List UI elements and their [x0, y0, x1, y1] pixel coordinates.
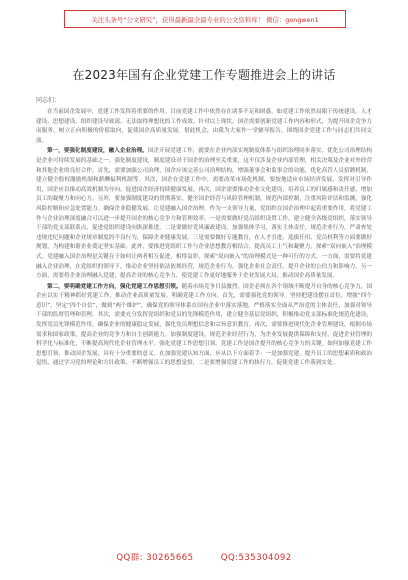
contact-footer — [0, 551, 408, 563]
paragraph-text: 随着市场竞争日益激烈，国企必须在各个领域不断提升自身的核心竞争力，国企应以实干精神抓好党建工作，推动企业高质量发展。明确党建工作方向。首先，需要强化党的领导。坚持把建设摆在首位，增强“四个意识”，坚定“四个自信”，做到“两个维护”，确保党的领导体系在国有企业中落实落地，严格落实全面从严治党的主体责任，加强对领导干部的监督管理和管理。其次，需要充分发挥党组织和党员的先锋模范作用，建立健全基层党组织，积极推动党支部标准化规范化建设，发挥党员先锋模范作用，确保企业的健康稳定发展，强化党员理想信念和宗旨意识教育。再次，需要推进现代化企业管理建设，根据市场需求和国家政策，提高企业的竞争力和自主创新能力。加强制度建设，规范企业经营行为，为企业发展提供保障和支持，促进企业管理的科学化与标准化，不断提高现代化企业管理水平。强化党建工作思想引领。党建工作是国企提升的核心竞争力的关键。如何加强党建工作思想引领，推动国企发展，具有十分重要的意义。在加强党建认知方面，应从以下方面着手：一是加强党建，提升员工的思想素质和政治觉悟，通过学习党的理论和方针政策，不断增强员工的思想觉悟，二是要增强党建工作的执行力，促使党建工作落到实处。 — [36, 283, 372, 367]
paragraph-text: 在当前国企发展中，党建工作发挥着重要的作用。目前党建工作中依然存在诸多不足和困惑，如党建工作依然局限于传统建设，人才建设、思想建设、组织建设导致部、无法取得理想化的工作成效。针对以上现状，国企需要创新党建工作内容和形式，为提升国企竞争力而服务，树立正向积极的价值取向，促使国企高质量发展。借此机会，由我为大家作一堂辅导报告，围绕国企党建工作与同志们共同交流。 — [36, 109, 372, 144]
qq-group: QQ群: 30265665 — [116, 553, 194, 563]
paragraph-section-2 — [36, 283, 372, 369]
salutation: 同志们： — [36, 97, 61, 104]
document-body — [36, 108, 372, 370]
qq-number: QQ:535304092 — [220, 553, 292, 563]
top-banner: 关注头条号“公文研究”，获得最新最全最专业的公文资料库！ 微信：gongwen1 — [64, 10, 346, 28]
paragraph-section-1 — [36, 147, 372, 281]
paragraph-text: 国企开展党建工作，就要在企业内部实现制度体系与组织治理同步落实，优化公司治理结构是企业可持续发展的基础之一。强化制度建设，制度建设对于国企的治理至关重要，这不仅涉及企业内部管理，相关决策及企业对外经营和其他企业的良好合作。首先，需要加强公司治理，国企应该完善公司治理结构，增强董事会和监事会的功能，优化高管人员招聘机制，建立健全股权激励机制和薪酬福利机制等。其次，国企在党建工作中，需要改革市场化机制，要按地适应市场经济发展，发挥对引导作用，国企应以推动高效机制为导向，促进国企经济持续健康发展。再次，国企需要推动企业文化建设，培养员工的归属感和责任感，增加员工的凝聚力和向心力。另外，要加强制度建设的贯彻落实，健全国企经营与风险管理机制，规范内部控制，注重风险评估和监测，强化风险控制和应急处置能力。确保企业稳健发展。让党建融入国企治理，作为一支领导力量，党组织在国企治理中起着重要作用，将党建工作与企业治理深度融合可以进一步提升国企的核心竞争力和管理效率。一是需要做好党员组织设置工作，建立健全各级党组织，落实领导干部的党支部联系点，促进党组织建设向纵深推进。二是要做好党风廉政建设，加强集体学习，落实主体责任。规范企业行为，严肃查处违规违纪问题和企业规章制度的不良行为，保障企业健康发展。三是需要做好专题教育，在人才引进、选拔任用、党员权利等方面要做好规划，为构建和谐企业奠定坚实基础。此外，要推进党组织工作与企业思想教育相结合，提高员工士气和凝聚力。探索“双向嵌入”治理模式。党建融入国企治理是关键在于如何让两者相互促进，相得益彰，探索“双向嵌入”的治理模式是一种可行的方式。一方面，需要将党建融入企业治理，在党组织的领导下，推动企业坚持依法依规经营，规范企业行为，强化企业社会责任，提升企业的公信力和影响力。另一方面，需要将企业治理融入党建，提高企业的核心竞争力，使党建工作更好地服务于企业发展大局，推动国企高质量发展。 — [36, 148, 372, 280]
paragraph-intro — [36, 108, 372, 146]
paragraph-lead: 第一，要强化制度建设，融入企业治理。 — [47, 148, 148, 155]
paragraph-lead: 第二，要明确党建工作方向，强化党建工作思想引领。 — [47, 283, 182, 290]
document-title: 在2023年国有企业党建工作专题推进会上的讲话 — [72, 68, 336, 82]
